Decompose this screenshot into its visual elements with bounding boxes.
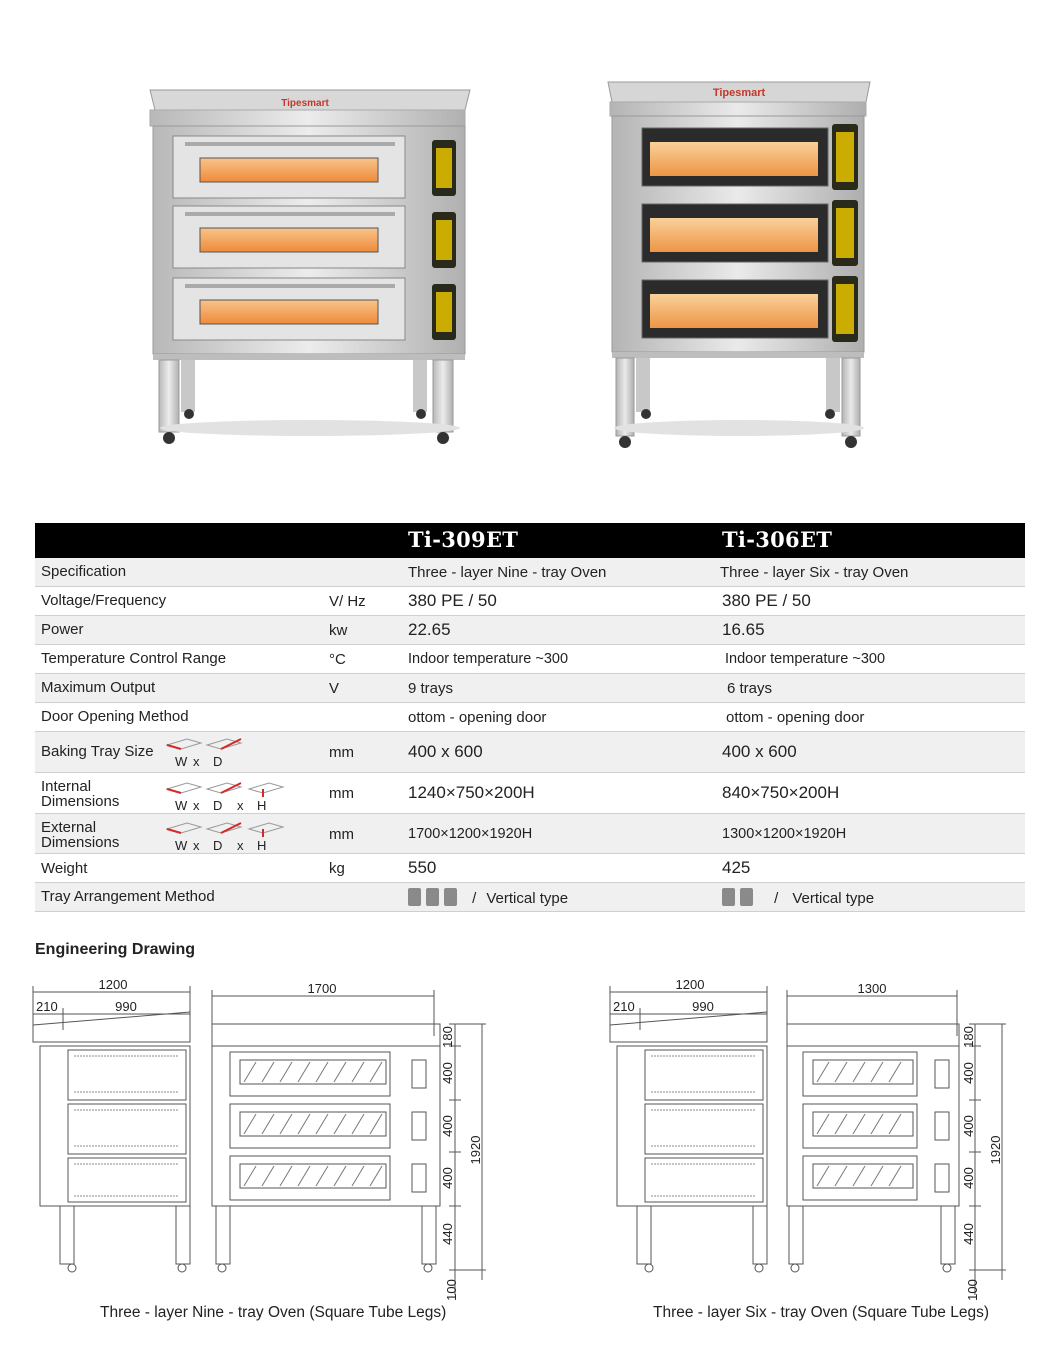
height-label-3: 400 [440,1115,455,1137]
value-b: 425 [722,858,751,877]
value-a: 380 PE / 50 [408,591,497,610]
spec-row-internal-dimensions [35,773,1025,814]
row-label: Voltage/Frequency [41,592,167,609]
model-name-a: Ti-309ET [408,527,519,552]
value-b: 400 x 600 [722,742,797,761]
height-label-2: 400 [961,1062,976,1084]
side-right-label: 990 [692,999,714,1014]
x-letter: x [193,798,200,813]
height-label-6: 100 [444,1279,459,1301]
value-b: Three - layer Six - tray Oven [720,564,909,581]
row-unit: kw [329,622,348,639]
spec-row-power [35,616,1025,645]
engineering-drawing-title: Engineering Drawing [35,941,196,958]
side-right-label: 990 [115,999,137,1014]
height-label-4: 400 [440,1167,455,1189]
value-a: Indoor temperature ~300 [408,651,569,667]
row-unit: mm [329,744,354,761]
height-label-1: 180 [961,1026,976,1048]
height-label-5: 440 [961,1223,976,1245]
row-unit: mm [329,785,354,802]
w-letter: W [175,798,188,813]
height-label-1: 180 [440,1026,455,1048]
row-label [41,779,119,809]
value-b: 380 PE / 50 [722,591,811,610]
label-line-2: Dimensions [41,834,120,851]
spec-table-header [35,523,1025,558]
height-label-2: 400 [440,1062,455,1084]
tray-icon [722,888,735,906]
value-a: Vertical type [486,890,569,907]
side-width-label: 1200 [675,977,705,992]
value-b: ottom - opening door [726,709,865,726]
value-b-group [722,888,874,907]
label-line-1: Internal [41,778,92,795]
brand-logo-a: Tipesmart [281,98,329,109]
h-letter: H [257,798,267,813]
row-label: Power [41,621,84,638]
row-label: Tray Arrangement Method [41,888,215,905]
spec-row-baking-tray-size [35,732,1025,773]
height-label-6: 100 [965,1279,980,1301]
value-a: Three - layer Nine - tray Oven [408,564,607,581]
value-b: 6 trays [727,680,773,697]
side-left-label: 210 [36,999,58,1014]
engineering-drawing-b [607,970,1027,1305]
height-label-5: 440 [440,1223,455,1245]
side-width-label: 1200 [98,977,128,992]
row-unit: V [329,680,340,697]
value-a-group [408,888,568,907]
spec-row-specification [35,558,1025,587]
height-label-4: 400 [961,1167,976,1189]
w-letter: W [175,838,188,853]
total-height-label: 1920 [468,1135,483,1165]
internal-size-icon [165,777,300,813]
value-b: Indoor temperature ~300 [725,651,886,667]
value-a: 400 x 600 [408,742,483,761]
value-a: 1700×1200×1920H [408,826,533,842]
w-letter: W [175,754,188,769]
spec-row-external-dimensions [35,814,1025,854]
row-unit: V/ Hz [329,593,366,610]
slash: / [472,890,477,907]
row-label: Baking Tray Size [41,743,154,760]
x-letter: x [237,838,244,853]
value-a: ottom - opening door [408,709,547,726]
tray-icon [444,888,457,906]
d-letter: D [213,798,223,813]
x-letter: x [193,838,200,853]
row-label: Door Opening Method [41,708,189,725]
spec-row-voltage [35,587,1025,616]
side-left-label: 210 [613,999,635,1014]
total-height-label: 1920 [988,1135,1003,1165]
oven-photo-ti-306et [604,80,874,452]
drawing-caption-b: Three - layer Six - tray Oven (Square Tube Legs) [653,1304,989,1321]
tray-icon [408,888,421,906]
row-label: Temperature Control Range [41,650,227,667]
label-line-1: External [41,819,97,836]
value-a: 22.65 [408,620,451,639]
model-name-b: Ti-306ET [722,527,833,552]
row-unit: kg [329,860,345,877]
spec-row-weight [35,854,1025,883]
row-label: Specification [41,563,127,580]
row-label: Maximum Output [41,679,156,696]
external-size-icon [165,817,300,853]
value-b: Vertical type [792,890,875,907]
spec-table [35,523,1025,912]
spec-row-door-opening [35,703,1025,732]
engineering-drawing-a [30,970,500,1305]
brand-logo-b: Tipesmart [712,87,766,99]
height-label-3: 400 [961,1115,976,1137]
oven-photo-ti-309et [145,88,475,450]
value-b: 16.65 [722,620,765,639]
tray-size-icon [165,735,300,769]
slash: / [774,890,779,907]
value-b: 840×750×200H [722,783,840,802]
value-a: 550 [408,858,437,877]
front-width-label: 1300 [857,981,887,996]
row-unit: °C [329,651,346,668]
drawing-caption-a: Three - layer Nine - tray Oven (Square Tube Legs) [100,1304,447,1321]
value-a: 9 trays [408,680,454,697]
value-b: 1300×1200×1920H [722,826,847,842]
row-label [41,820,119,850]
front-width-label: 1700 [307,981,337,996]
spec-row-tray-arrangement [35,883,1025,912]
row-label: Weight [41,860,88,877]
x-letter: x [193,754,200,769]
x-letter: x [237,798,244,813]
label-line-2: Dimensions [41,793,120,810]
row-unit: mm [329,826,354,843]
spec-row-temperature [35,645,1025,674]
value-a: 1240×750×200H [408,783,535,802]
d-letter: D [213,838,223,853]
h-letter: H [257,838,267,853]
d-letter: D [213,754,223,769]
tray-icon [740,888,753,906]
tray-icon [426,888,439,906]
spec-row-maximum-output [35,674,1025,703]
